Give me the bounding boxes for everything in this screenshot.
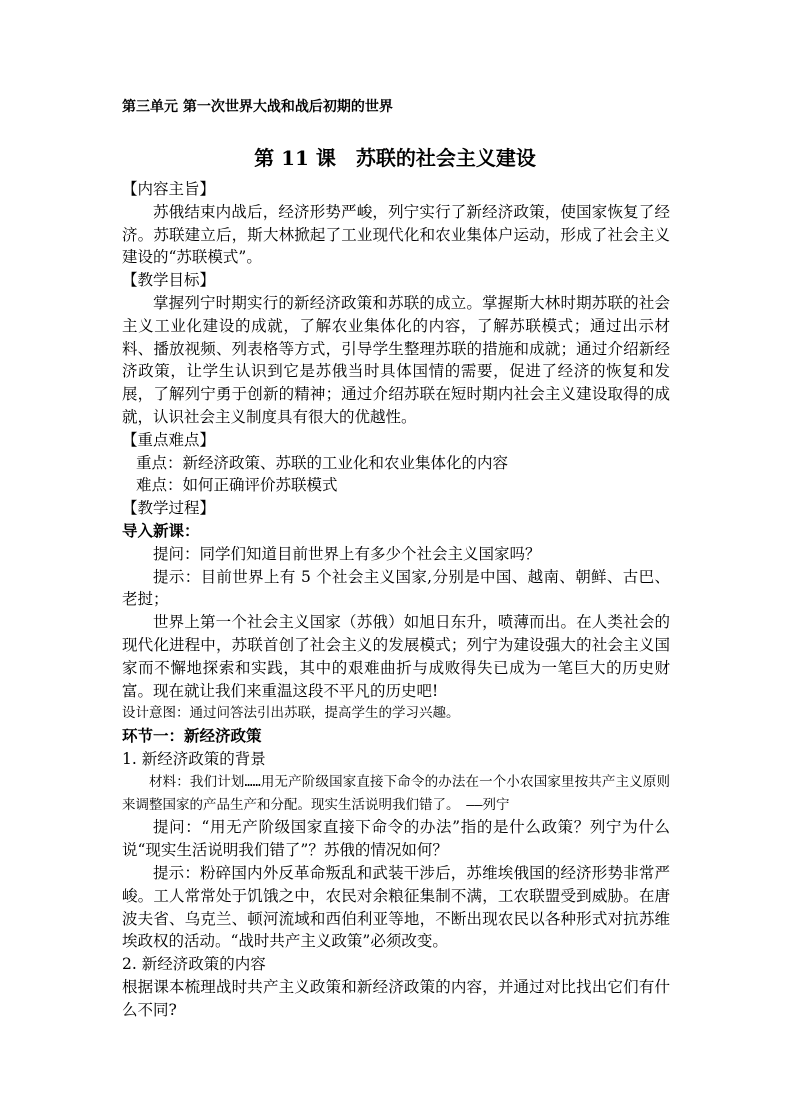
- material-quote: 材料：我们计划……用无产阶级国家直接下命令的办法在一个小农国家里按共产主义原则来调整国家的产品生产和分配。现实生活说明我们错了。 ——列宁: [122, 773, 670, 813]
- part1-heading: 环节一：新经济政策: [122, 726, 262, 746]
- question-1: 提问：同学们知道目前世界上有多少个社会主义国家吗？: [153, 544, 541, 563]
- task-text: 根据课本梳理战时共产主义政策和新经济政策的内容，并通过对比找出它们有什么不同?: [122, 977, 670, 1019]
- key-point: 重点：新经济政策、苏联的工业化和农业集体化的内容: [136, 453, 509, 472]
- document-body: [122, 178, 670, 1021]
- design-intent: 设计意图：通过问答法引出苏联，提高学生的学习兴趣。: [122, 705, 460, 722]
- item-1: 1. 新经济政策的背景: [122, 749, 266, 768]
- intro-text: 世界上第一个社会主义国家（苏俄）如旭日东升，喷薄而出。在人类社会的现代化进程中，苏联首创了社会主义的发展模式；列宁为建设强大的社会主义国家而不懈地探索和实践，其中的艰难曲折与成败得失已成为一笔巨大的历史财富。现在就让我们来重温这段不平凡的历史吧!: [122, 613, 670, 700]
- lesson-title: 第 11 课 苏联的社会主义建设: [254, 146, 536, 170]
- key-heading: 【重点难点】: [122, 430, 216, 449]
- goal-heading: 【教学目标】: [122, 271, 216, 290]
- difficult-point: 难点：如何正确评价苏联模式: [136, 476, 338, 495]
- goal-text: 掌握列宁时期实行的新经济政策和苏联的成立。掌握斯大林时期苏联的社会主义工业化建设的成就，了解农业集体化的内容，了解苏联模式；通过出示材料、播放视频、列表格等方式，引导学生整理苏联的措施和成就；通过介绍新经济政策，让学生认识到它是苏俄当时具体国情的需要，促进了经济的恢复和发展，了解列宁勇于创新的精神；通过介绍苏联在短时期内社会主义建设取得的成就，认识社会主义制度具有很大的优越性。: [122, 293, 670, 426]
- item-2: 2. 新经济政策的内容: [122, 955, 266, 974]
- question-2: 提问：“用无产阶级国家直接下命令的办法”指的是什么政策？列宁为什么说“现实生活说明我们错了”？苏俄的情况如何？: [122, 818, 670, 860]
- unit-title: 第三单元 第一次世界大战和战后初期的世界: [122, 99, 393, 115]
- intro-heading: 导入新课：: [122, 520, 200, 540]
- hint-2: 提示：粉碎国内外反革命叛乱和武装干涉后，苏维埃俄国的经济形势非常严峻。工人常常处于饥饿之中，农民对余粮征集制不满，工农联盟受到威胁。在唐波夫省、乌克兰、顿河流域和西伯利亚等地，不断出现农民以各种形式对抗苏维埃政权的活动。“战时共产主义政策”必须改变。: [122, 863, 670, 951]
- content-text: 苏俄结束内战后，经济形势严峻，列宁实行了新经济政策，使国家恢复了经济。苏联建立后，斯大林掀起了工业现代化和农业集体户运动，形成了社会主义建设的“苏联模式”。: [122, 202, 670, 267]
- content-heading: 【内容主旨】: [122, 180, 216, 198]
- hint-1: 提示：目前世界上有 5 个社会主义国家,分别是中国、越南、朝鲜、古巴、老挝；: [122, 567, 670, 609]
- process-heading: 【教学过程】: [122, 499, 216, 518]
